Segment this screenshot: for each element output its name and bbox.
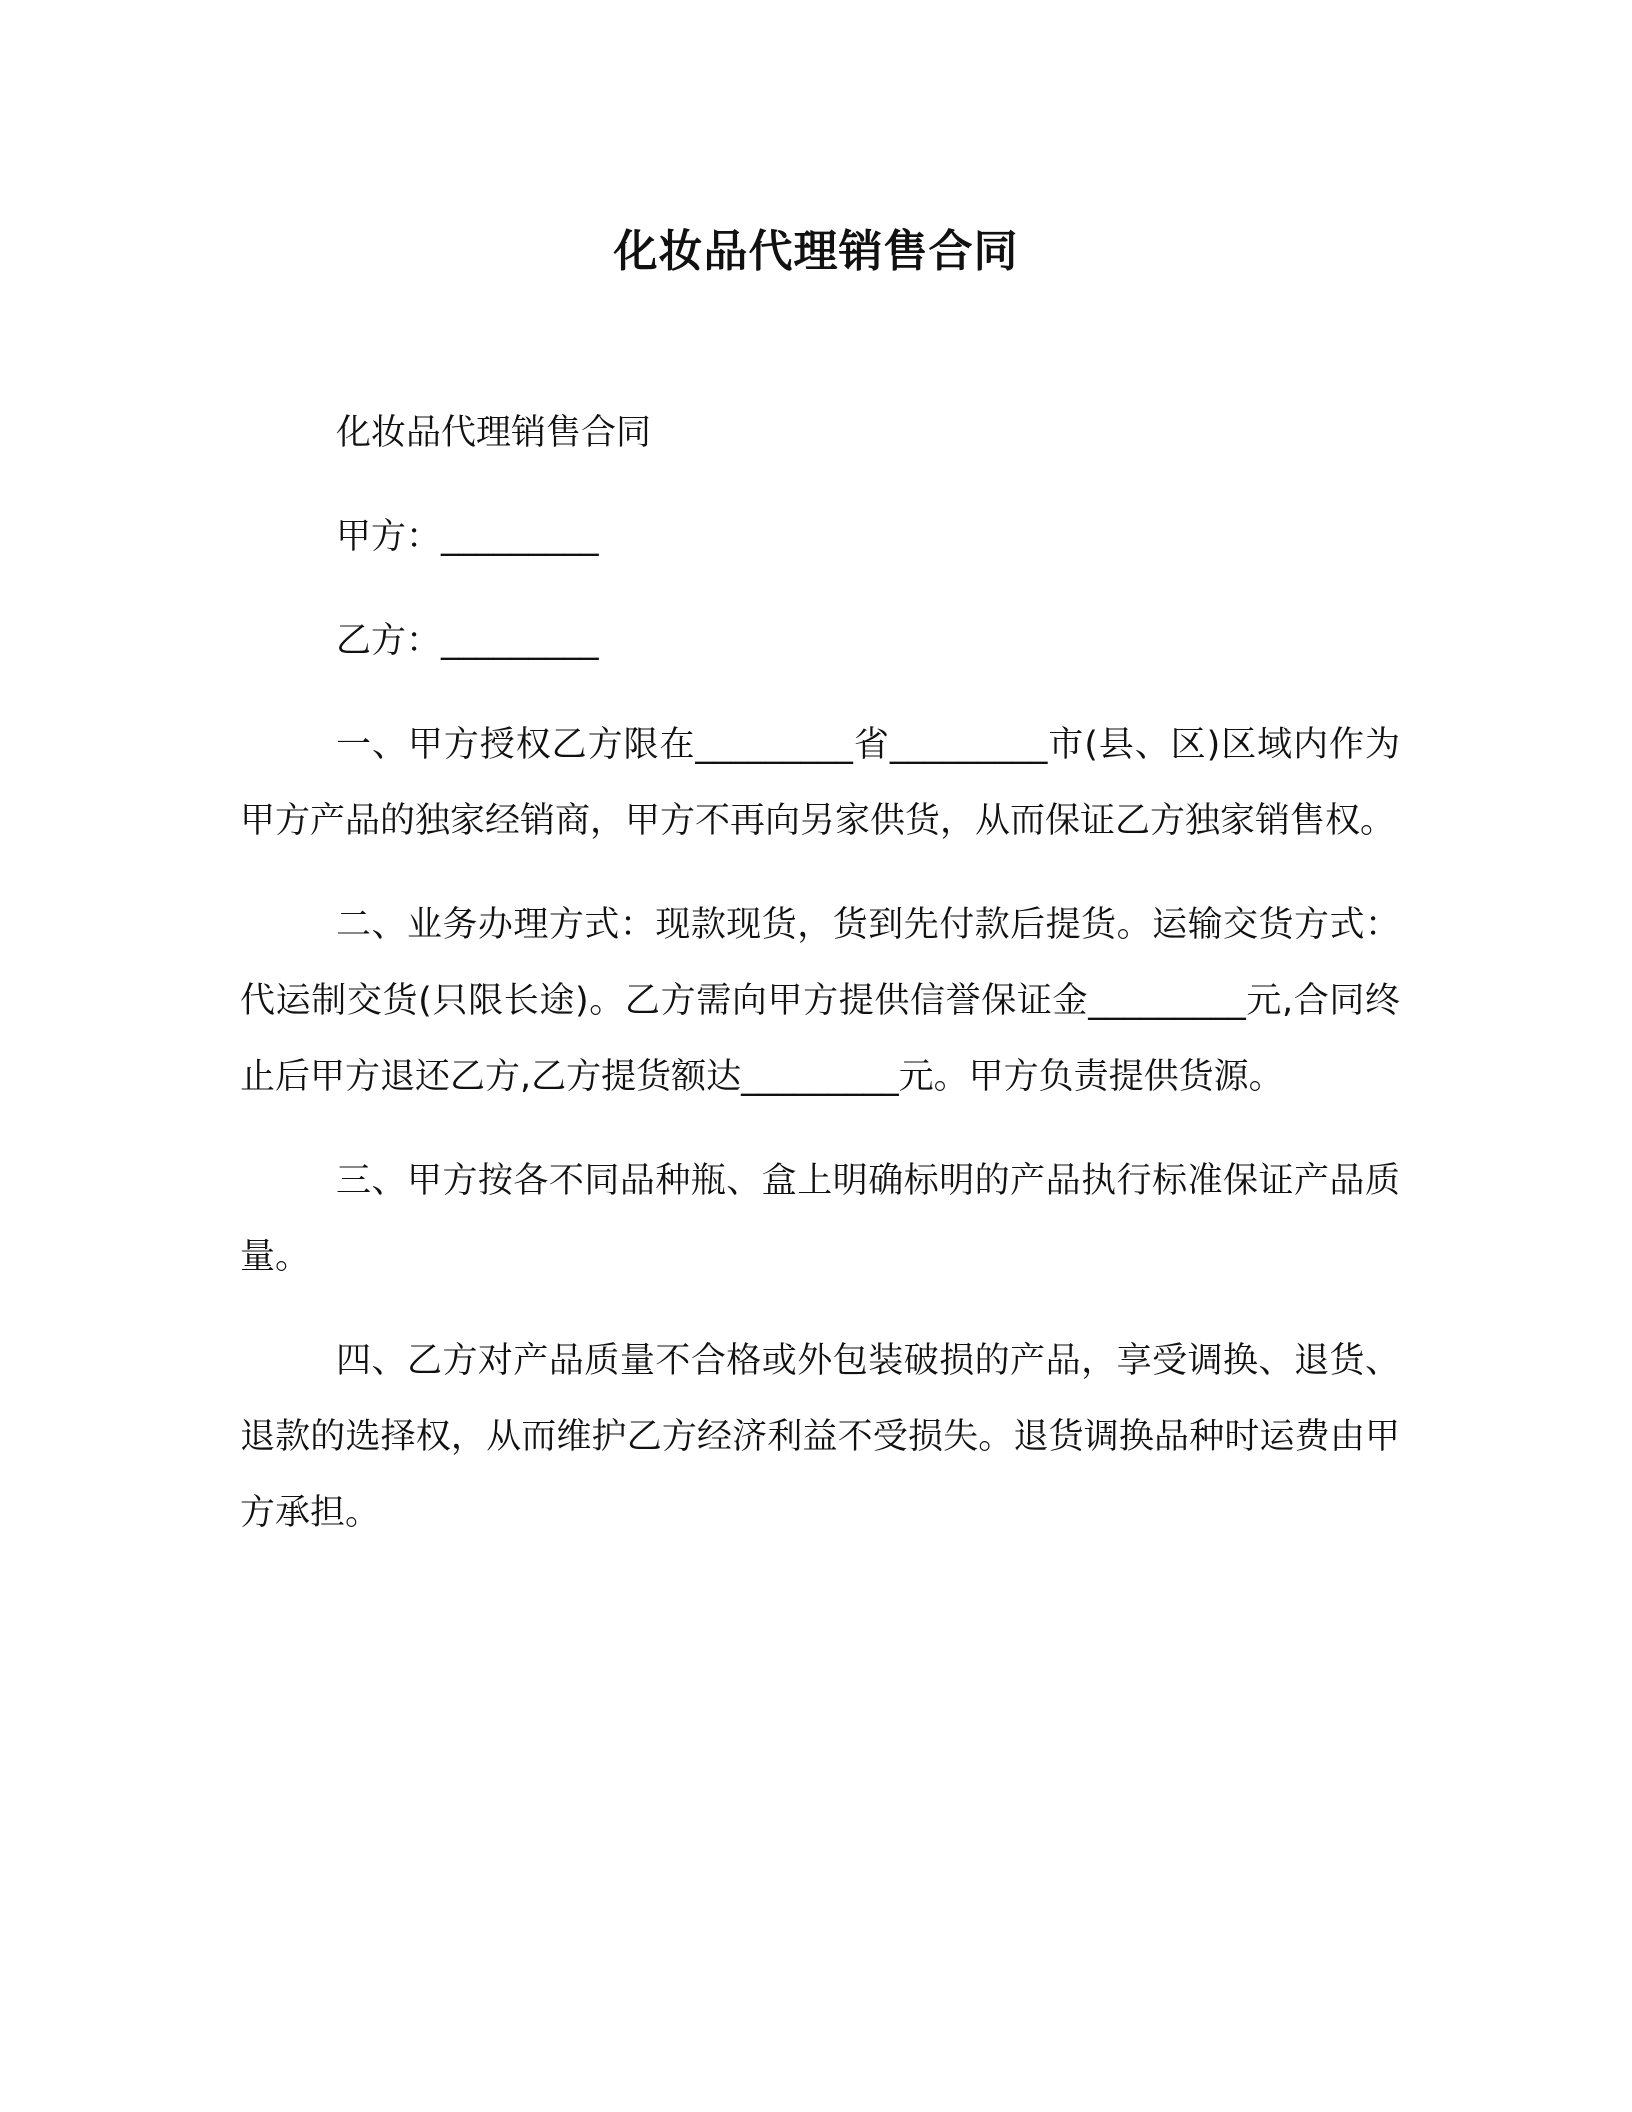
document-title: 化妆品代理销售合同 bbox=[613, 226, 1019, 277]
clause-2: 二、业务办理方式：现款现货，货到先付款后提货。运输交货方式：代运制交货(只限长途)。乙方需向甲方提供信誉保证金_________元,合同终止后甲方退还乙方,乙方提货额达_________元。甲方负责提供货源。 bbox=[240, 905, 1400, 1097]
party-a-line: 甲方：_________ bbox=[336, 517, 599, 557]
clause-1: 一、甲方授权乙方限在_________省_________市(县、区)区域内作为甲方产品的独家经销商，甲方不再向另家供货，从而保证乙方独家销售权。 bbox=[240, 725, 1400, 841]
clause-3: 三、甲方按各不同品种瓶、盒上明确标明的产品执行标准保证产品质量。 bbox=[240, 1161, 1400, 1277]
party-b-line: 乙方：_________ bbox=[336, 621, 599, 661]
subtitle-line: 化妆品代理销售合同 bbox=[336, 413, 652, 453]
document-body bbox=[240, 395, 1400, 1579]
clause-4: 四、乙方对产品质量不合格或外包装破损的产品，享受调换、退货、退款的选择权，从而维护乙方经济利益不受损失。退货调换品种时运费由甲方承担。 bbox=[240, 1341, 1400, 1533]
